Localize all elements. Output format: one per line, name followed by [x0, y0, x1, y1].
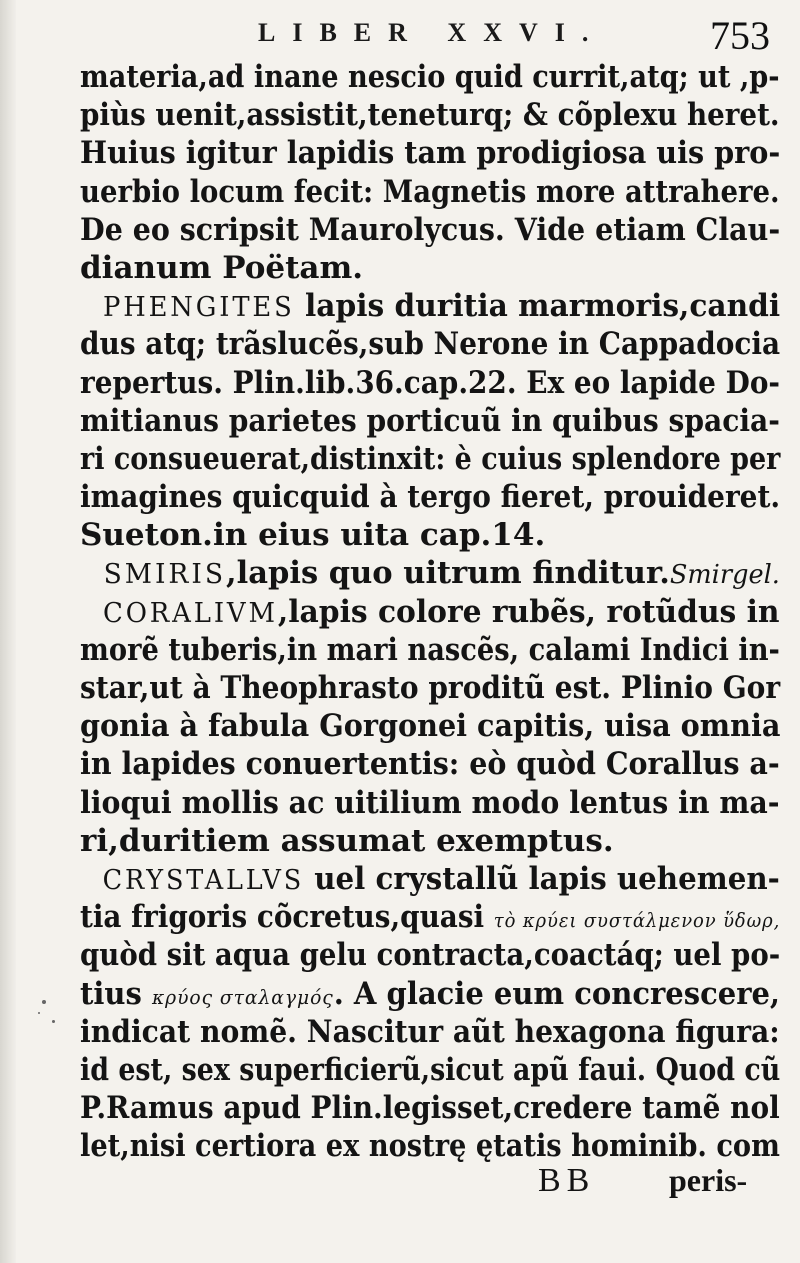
text-run: gonia à fabula Gorgonei capitis, uisa omnia: [80, 708, 781, 745]
text-run: . A glacie eum concrescere,: [333, 975, 781, 1012]
text-line: [80, 1089, 780, 1127]
text-line: [80, 669, 781, 707]
text-line: [80, 975, 781, 1013]
text-line: [80, 58, 780, 96]
text-run: lapis duritia marmoris,candi: [294, 288, 781, 325]
text-line: [80, 822, 770, 860]
text-run: ri consueuerat,distinxit: è cuius splendore per: [80, 440, 781, 477]
text-line: [80, 1051, 781, 1089]
ink-speck: [42, 1000, 46, 1004]
text-run: ri,duritiem assumat exemptus.: [80, 822, 614, 859]
text-line: [80, 249, 770, 287]
text-line: [80, 745, 780, 783]
text-run: tius: [80, 975, 152, 1012]
text-run: id est, sex superficierũ,sicut apũ faui. Quod cũ: [80, 1051, 781, 1088]
text-line: [80, 173, 780, 211]
text-run: tia frigoris cõcretus,quasi: [80, 899, 494, 936]
text-run: dus atq; trãslucẽs,sub Nerone in Cappadocia: [80, 326, 781, 363]
lemma-heading: CRYSTALLVS: [102, 864, 305, 896]
text-run: morẽ tuberis,in mari nascẽs, calami Indici in-: [80, 631, 780, 668]
text-line: [80, 96, 780, 134]
text-line: [80, 784, 780, 822]
text-run: star,ut à Theophrasto proditũ est. Plinio Gor: [80, 670, 781, 706]
text-run: in lapides conuertentis: eò quòd Corallus a-: [80, 746, 780, 783]
lemma-heading: CORALIVM: [103, 597, 278, 629]
text-run: lioqui mollis ac uitilium modo lentus in ma-: [80, 784, 780, 821]
text-line: [80, 593, 780, 631]
text-run: quòd sit aqua gelu contracta,coactáq; uel po-: [80, 937, 781, 974]
greek-phrase: τὸ κρύει συστάλμενον ὕδωρ,: [493, 908, 781, 933]
greek-phrase: κρύος σταλαγμός: [151, 984, 334, 1009]
page-footer: [0, 1158, 800, 1206]
text-line: [80, 1013, 780, 1051]
text-line: [80, 860, 780, 898]
text-run: repertus. Plin.lib.36.cap.22. Ex eo lapide Do-: [80, 364, 781, 401]
catchword: peris-: [669, 1162, 748, 1198]
lemma-heading: SMIRIS: [103, 559, 227, 591]
text-run: indicat nomẽ. Nascitur aũt hexagona figura:: [80, 1013, 780, 1050]
text-line: [80, 134, 781, 172]
running-title: LIBER XXVI.: [258, 18, 606, 47]
text-run: piùs uenit,assistit,teneturq; & cõplexu heret.: [80, 97, 780, 134]
text-run: uerbio locum fecit: Magnetis more attrahere.: [80, 173, 780, 210]
text-line: [80, 554, 780, 592]
text-line: [80, 402, 780, 440]
text-line: [80, 478, 781, 516]
text-line: [80, 898, 781, 936]
ink-speck: [52, 1020, 55, 1023]
running-head: [0, 12, 800, 58]
ink-speck: [38, 1012, 40, 1014]
text-line: [80, 516, 770, 554]
text-line: [80, 707, 781, 745]
text-line: [80, 211, 781, 249]
text-line: [80, 287, 781, 325]
body-text: [80, 58, 781, 1165]
text-run: uel crystallũ lapis uehemen-: [304, 860, 780, 897]
text-run: ,lapis colore rubẽs, rotũdus in: [277, 593, 780, 630]
lemma-heading: PHENGITES: [102, 292, 295, 324]
text-run: P.Ramus apud Plin.legisset,credere tamẽ nol: [80, 1090, 780, 1127]
text-run: ,lapis quo uitrum finditur.: [226, 555, 670, 592]
page-gutter-shadow: [0, 0, 16, 1263]
text-run: imagines quicquid à tergo fieret, prouideret.: [80, 479, 781, 516]
text-run: De eo scripsit Maurolycus. Vide etiam Clau-: [80, 211, 781, 248]
text-run: Sueton.in eius uita cap.14.: [80, 517, 546, 554]
text-run: let,nisi certiora ex nostrę ętatis hominib. com: [80, 1128, 780, 1165]
text-run: Huius igitur lapidis tam prodigiosa uis pro-: [80, 135, 781, 172]
signature-mark: BB: [538, 1162, 596, 1199]
text-line: [80, 440, 781, 478]
vernacular-gloss: Smirgel.: [669, 560, 780, 591]
text-line: [80, 631, 780, 669]
text-run: materia,ad inane nescio quid currit,atq; ut ,p-: [80, 59, 780, 95]
text-run: mitianus parietes porticuũ in quibus spacia-: [80, 402, 780, 439]
page-number: 753: [710, 13, 770, 58]
text-line: [80, 325, 781, 363]
text-line: [80, 364, 781, 402]
text-run: dianum Poëtam.: [80, 249, 364, 286]
text-line: [80, 936, 781, 974]
